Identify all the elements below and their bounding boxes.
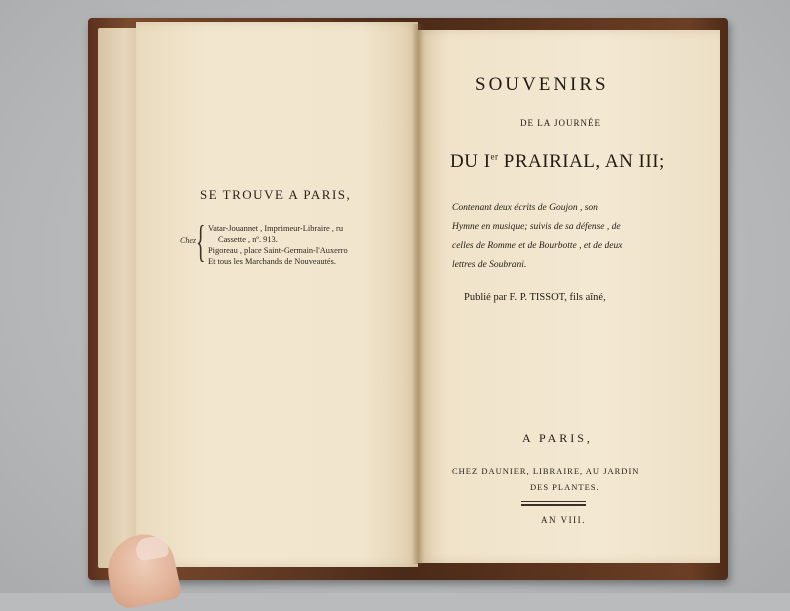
imprint-place: A PARIS, [522, 431, 593, 445]
contents-line-2: Hymne en musique; suivis de sa défense , de [452, 222, 621, 232]
left-page [136, 22, 418, 567]
contents-line-4: lettres de Soubrani. [452, 260, 527, 270]
chez-label: Chez [180, 236, 196, 245]
address-line-2: Cassette , nº. 913. [218, 235, 278, 244]
publisher-line: Publié par F. P. TISSOT, fils aîné, [464, 292, 606, 303]
book-gutter [412, 24, 424, 564]
book-title: SOUVENIRS [475, 74, 609, 95]
imprint-rule-bottom [521, 504, 586, 506]
address-line-4: Et tous les Marchands de Nouveautés. [208, 257, 336, 266]
imprint-line-1: CHEZ DAUNIER, LIBRAIRE, AU JARDIN [452, 466, 640, 476]
imprint-line-2: DES PLANTES. [530, 482, 600, 492]
imprint-rule-top [521, 501, 586, 502]
brace-icon: { [196, 217, 206, 266]
book-subtitle: DE LA JOURNÉE [520, 118, 601, 128]
address-line-3: Pigoreau , place Saint-Germain-l'Auxerro [208, 246, 348, 255]
left-page-title: SE TROUVE A PARIS, [200, 187, 352, 202]
headline-rest: PRAIRIAL, AN III; [498, 151, 665, 172]
book-headline [450, 151, 665, 173]
contents-line-1: Contenant deux écrits de Goujon , son [452, 203, 598, 213]
headline-superscript: er [490, 151, 499, 162]
contents-line-3: celles de Romme et de Bourbotte , et de deux [452, 241, 623, 251]
headline-main: DU I [450, 151, 491, 172]
address-line-1: Vatar-Jouannet , Imprimeur-Libraire , ru [208, 224, 344, 233]
imprint-year: AN VIII. [541, 515, 586, 525]
